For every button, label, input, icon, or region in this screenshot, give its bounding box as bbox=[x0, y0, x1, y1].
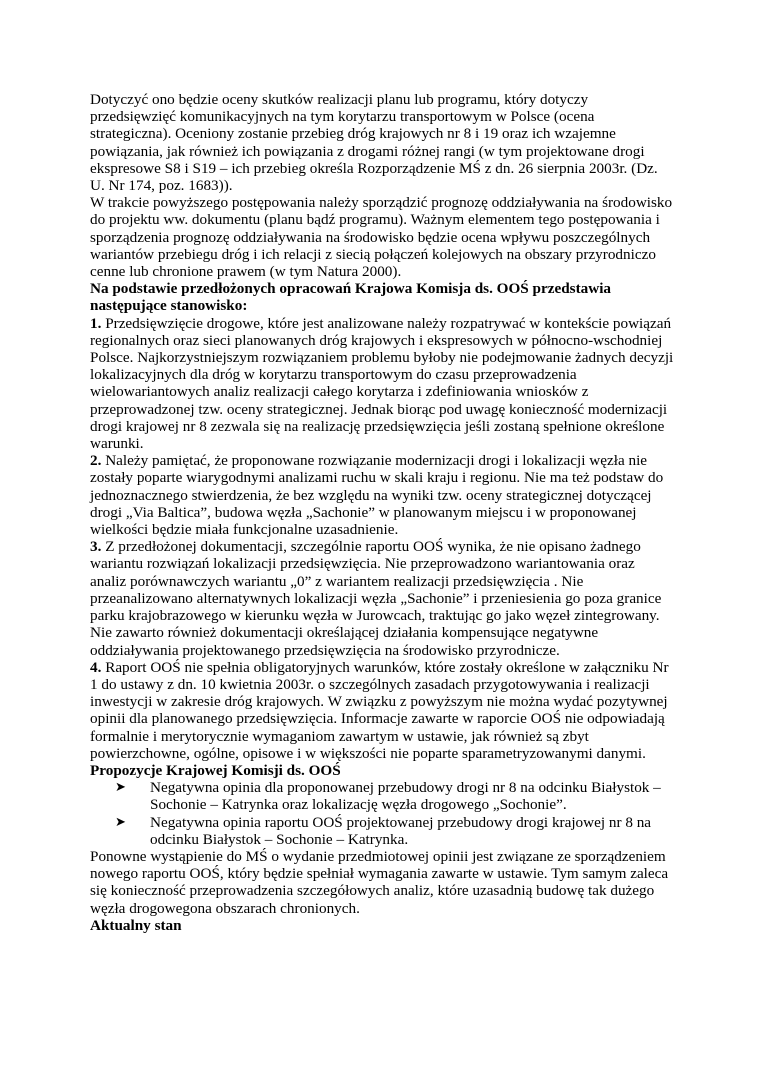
point-1-number: 1. bbox=[90, 314, 102, 332]
closing-paragraph: Ponowne wystąpienie do MŚ o wydanie przedmiotowej opinii jest związane ze sporządzeniem nowego raportu OOŚ, który będzie spełniał wymagania zawarte w ustawie. Tym samym zaleca się konieczność przeprowadzenia szczegółowych analiz, które uzasadnią budowę tak dużego węzła drogowegona obszarach chronionych. bbox=[90, 847, 669, 917]
point-4 bbox=[90, 659, 674, 762]
point-4-text: Raport OOŚ nie spełnia obligatoryjnych warunków, które zostały określone w załączniku Nr 1 do ustawy z dn. 10 kwietnia 2003r. o szczególnych zasadach przygotowywania i realizacji inwestycji w zakresie dróg krajowych. W związku z powyższym nie można wydać pozytywnej opinii dla planowanego przedsięwzięcia. Informacje zawarte w raporcie OOŚ nie odpowiadają formalnie i merytorycznie wymaganiom zawartym w ustawie, jak również są zbyt powierzchowne, ogólne, opisowe i w większości nie poparte sparametryzowanymi danymi. bbox=[90, 658, 669, 762]
point-1 bbox=[90, 315, 674, 453]
point-1-text: Przedsięwzięcie drogowe, które jest analizowane należy rozpatrywać w kontekście powiązań regionalnych oraz sieci planowanych dróg krajowych i ekspresowych w północno-wschodniej Polsce. Najkorzystniejszym rozwiązaniem problemu byłoby nie podejmowanie żadnych decyzji lokalizacyjnych dla dróg w korytarzu transportowym do czasu przeprowadzenia wielowariantowych analiz realizacji całego korytarza i zdefiniowania wniosków z przeprowadzonej tzw. oceny strategicznej. Jednak biorąc pod uwagę konieczność modernizacji drogi krajowej nr 8 zezwala się na realizację przedsięwzięcia jeśli zostaną spełnione określone warunki. bbox=[90, 314, 674, 453]
list-item bbox=[115, 813, 674, 848]
point-3-number: 3. bbox=[90, 538, 102, 556]
point-2-text: Należy pamiętać, że proponowane rozwiązanie modernizacji drogi i lokalizacji węzła nie zostały poparte wiarygodnymi analizami ruchu w skali kraju i regionu. Nie ma też podstaw do jednoznacznego stwierdzenia, że bez względu na wyniki tzw. oceny strategicznej dotyczącej drogi „Via Baltica”, budowa węzła „Sachonie” w planowanym miejscu i w proponowanej wielkości będzie miała funkcjonalne uzasadnienie. bbox=[90, 452, 664, 539]
aktualny-stan-heading: Aktualny stan bbox=[90, 916, 182, 934]
list-item-text: Negatywna opinia dla proponowanej przebudowy drogi nr 8 na odcinku Białystok – Sochonie – Katrynka oraz lokalizację węzła drogowego „Sochonie”. bbox=[150, 779, 661, 814]
stanowisko-heading: Na podstawie przedłożonych opracowań Krajowa Komisja ds. OOŚ przedstawia następujące stanowisko: bbox=[90, 280, 612, 315]
point-2 bbox=[90, 452, 674, 538]
point-3 bbox=[90, 538, 674, 658]
point-3-text: Z przedłożonej dokumentacji, szczególnie raportu OOŚ wynika, że nie opisano żadnego wariantu rozwiązań lokalizacji przedsięwzięcia. Nie przeprowadzono wariantowania oraz analiz porównawczych wariantu „0” z wariantem realizacji przedsięwzięcia . Nie przeanalizowano alternatywnych lokalizacji węzła „Sachonie” i przeniesienia go poza granice parku krajobrazowego w kierunku węzła w Jurowcach, traktując go jako węzeł zintegrowany. Nie zawarto również dokumentacji określającej działania kompensujące negatywne oddziaływania projektowanego przedsięwzięcia na środowisko przyrodnicze. bbox=[90, 538, 662, 659]
point-4-number: 4. bbox=[90, 658, 102, 676]
propozycje-heading: Propozycje Krajowej Komisji ds. OOŚ bbox=[90, 761, 341, 779]
arrow-bullet-icon: ➤ bbox=[115, 814, 126, 830]
intro-paragraph-1: Dotyczyć ono będzie oceny skutków realizacji planu lub programu, który dotyczy przedsięwzięć komunikacyjnych na tym korytarzu transportowym w Polsce (ocena strategiczna). Oceniony zostanie przebieg dróg krajowych nr 8 i 19 oraz ich wzajemne powiązania, jak również ich powiązania z drogami różnej rangi (w tym projektowane drogi ekspresowe S8 i S19 – ich przebieg określa Rozporządzenie MŚ z dn. 26 sierpnia 2003r. (Dz. U. Nr 174, poz. 1683)). bbox=[90, 91, 658, 195]
point-2-number: 2. bbox=[90, 452, 102, 470]
document-page bbox=[90, 91, 674, 934]
list-item-text: Negatywna opinia raportu OOŚ projektowanej przebudowy drogi krajowej nr 8 na odcinku Białystok – Sochonie – Katrynka. bbox=[150, 813, 652, 848]
arrow-bullet-icon: ➤ bbox=[115, 780, 126, 796]
list-item bbox=[115, 779, 674, 814]
intro-paragraph-2: W trakcie powyższego postępowania należy sporządzić prognozę oddziaływania na środowisko do projektu ww. dokumentu (planu bądź programu). Ważnym elementem tego postępowania i sporządzenia prognozę oddziaływania na środowisko będzie ocena wpływu poszczególnych wariantów przebiegu dróg i ich relacji z siecią połączeń kolejowych na obszary przyrodniczo cenne lub chronione prawem (w tym Natura 2000). bbox=[90, 194, 673, 281]
propozycje-list bbox=[90, 779, 674, 848]
